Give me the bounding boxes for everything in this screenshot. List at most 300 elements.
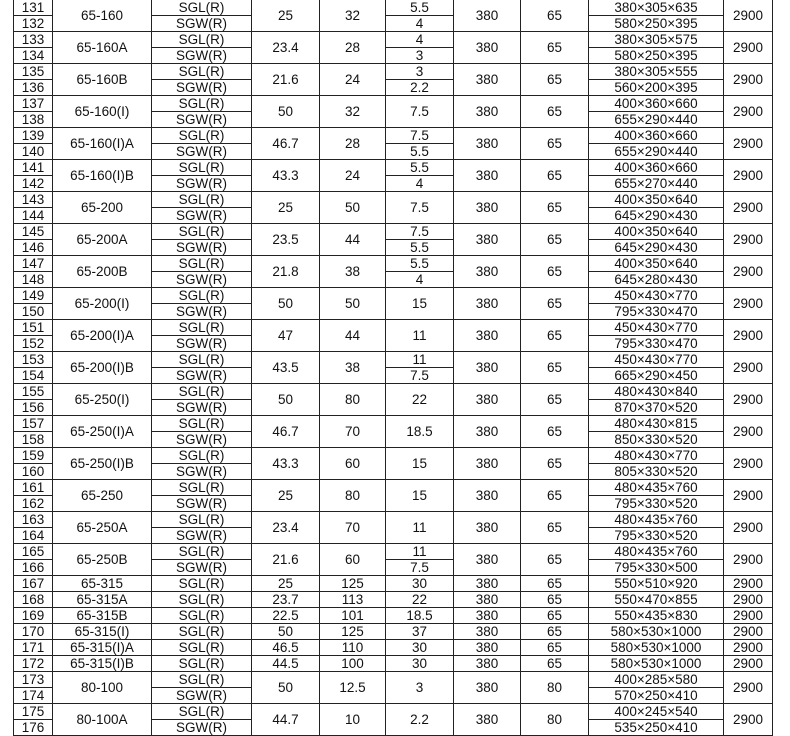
table-row [14, 672, 773, 688]
model-cell: 80-100A [53, 704, 152, 736]
speed-cell: 2900 [724, 576, 773, 592]
pump-type-cell: SGW(R) [152, 336, 252, 352]
voltage-cell: 380 [454, 128, 521, 160]
flow-cell: 23.7 [252, 592, 320, 608]
pump-type-cell: SGW(R) [152, 240, 252, 256]
pump-type-cell: SGW(R) [152, 272, 252, 288]
model-cell: 65-250 [53, 480, 152, 512]
dimensions-cell: 380×305×555 [589, 64, 724, 80]
voltage-cell: 380 [454, 448, 521, 480]
row-number: 141 [14, 160, 53, 176]
model-cell: 65-200(I)A [53, 320, 152, 352]
row-number: 162 [14, 496, 53, 512]
row-number: 149 [14, 288, 53, 304]
diameter-cell: 65 [521, 32, 589, 64]
pump-type-cell: SGL(R) [152, 288, 252, 304]
pump-type-cell: SGW(R) [152, 528, 252, 544]
speed-cell: 2900 [724, 64, 773, 96]
head-cell: 38 [320, 256, 386, 288]
pump-type-cell: SGL(R) [152, 96, 252, 112]
table-row [14, 448, 773, 464]
flow-cell: 50 [252, 384, 320, 416]
voltage-cell: 380 [454, 320, 521, 352]
voltage-cell: 380 [454, 544, 521, 576]
row-number: 171 [14, 640, 53, 656]
diameter-cell: 65 [521, 0, 589, 32]
flow-cell: 21.6 [252, 544, 320, 576]
voltage-cell: 380 [454, 512, 521, 544]
dimensions-cell: 805×330×520 [589, 464, 724, 480]
dimensions-cell: 450×430×770 [589, 352, 724, 368]
power-cell: 4 [386, 16, 454, 32]
table-row [14, 512, 773, 528]
row-number: 153 [14, 352, 53, 368]
row-number: 170 [14, 624, 53, 640]
model-cell: 65-250B [53, 544, 152, 576]
pump-type-cell: SGL(R) [152, 448, 252, 464]
diameter-cell: 65 [521, 288, 589, 320]
power-cell: 11 [386, 352, 454, 368]
flow-cell: 25 [252, 0, 320, 32]
power-cell: 30 [386, 656, 454, 672]
row-number: 163 [14, 512, 53, 528]
flow-cell: 21.6 [252, 64, 320, 96]
table-row [14, 384, 773, 400]
table-row [14, 128, 773, 144]
head-cell: 110 [320, 640, 386, 656]
head-cell: 60 [320, 544, 386, 576]
power-cell: 7.5 [386, 368, 454, 384]
speed-cell: 2900 [724, 352, 773, 384]
pump-type-cell: SGL(R) [152, 64, 252, 80]
model-cell: 65-160(I) [53, 96, 152, 128]
table-row [14, 704, 773, 720]
dimensions-cell: 450×430×770 [589, 288, 724, 304]
table-row [14, 480, 773, 496]
voltage-cell: 380 [454, 416, 521, 448]
head-cell: 12.5 [320, 672, 386, 704]
flow-cell: 44.7 [252, 704, 320, 736]
dimensions-cell: 645×290×430 [589, 240, 724, 256]
row-number: 139 [14, 128, 53, 144]
row-number: 166 [14, 560, 53, 576]
head-cell: 24 [320, 64, 386, 96]
flow-cell: 23.4 [252, 32, 320, 64]
dimensions-cell: 645×280×430 [589, 272, 724, 288]
row-number: 169 [14, 608, 53, 624]
pump-type-cell: SGL(R) [152, 192, 252, 208]
voltage-cell: 380 [454, 480, 521, 512]
table-row [14, 640, 773, 656]
power-cell: 37 [386, 624, 454, 640]
speed-cell: 2900 [724, 224, 773, 256]
head-cell: 70 [320, 416, 386, 448]
model-cell: 65-315(I)B [53, 656, 152, 672]
speed-cell: 2900 [724, 32, 773, 64]
table-row [14, 64, 773, 80]
speed-cell: 2900 [724, 192, 773, 224]
dimensions-cell: 450×430×770 [589, 320, 724, 336]
speed-cell: 2900 [724, 624, 773, 640]
flow-cell: 43.5 [252, 352, 320, 384]
table-row [14, 96, 773, 112]
speed-cell: 2900 [724, 448, 773, 480]
row-number: 161 [14, 480, 53, 496]
row-number: 160 [14, 464, 53, 480]
model-cell: 65-160 [53, 0, 152, 32]
pump-type-cell: SGL(R) [152, 608, 252, 624]
dimensions-cell: 400×360×660 [589, 128, 724, 144]
pump-type-cell: SGW(R) [152, 496, 252, 512]
model-cell: 65-250A [53, 512, 152, 544]
power-cell: 5.5 [386, 240, 454, 256]
row-number: 155 [14, 384, 53, 400]
power-cell: 7.5 [386, 192, 454, 224]
row-number: 152 [14, 336, 53, 352]
power-cell: 11 [386, 512, 454, 544]
pump-type-cell: SGW(R) [152, 304, 252, 320]
speed-cell: 2900 [724, 544, 773, 576]
speed-cell: 2900 [724, 0, 773, 32]
row-number: 146 [14, 240, 53, 256]
pump-type-cell: SGL(R) [152, 32, 252, 48]
dimensions-cell: 400×285×580 [589, 672, 724, 688]
diameter-cell: 65 [521, 480, 589, 512]
dimensions-cell: 795×330×500 [589, 560, 724, 576]
power-cell: 3 [386, 672, 454, 704]
voltage-cell: 380 [454, 0, 521, 32]
table-row [14, 576, 773, 592]
flow-cell: 21.8 [252, 256, 320, 288]
pump-type-cell: SGL(R) [152, 352, 252, 368]
dimensions-cell: 580×250×395 [589, 16, 724, 32]
flow-cell: 43.3 [252, 160, 320, 192]
dimensions-cell: 580×530×1000 [589, 624, 724, 640]
dimensions-cell: 480×435×760 [589, 512, 724, 528]
speed-cell: 2900 [724, 480, 773, 512]
model-cell: 65-315 [53, 576, 152, 592]
row-number: 157 [14, 416, 53, 432]
flow-cell: 25 [252, 576, 320, 592]
power-cell: 4 [386, 272, 454, 288]
diameter-cell: 65 [521, 192, 589, 224]
flow-cell: 43.3 [252, 448, 320, 480]
head-cell: 125 [320, 624, 386, 640]
model-cell: 65-315(I)A [53, 640, 152, 656]
table-row [14, 592, 773, 608]
table-row [14, 608, 773, 624]
pump-type-cell: SGL(R) [152, 160, 252, 176]
pump-type-cell: SGW(R) [152, 112, 252, 128]
speed-cell: 2900 [724, 512, 773, 544]
row-number: 140 [14, 144, 53, 160]
table-row [14, 288, 773, 304]
pump-type-cell: SGW(R) [152, 176, 252, 192]
row-number: 165 [14, 544, 53, 560]
power-cell: 7.5 [386, 128, 454, 144]
power-cell: 15 [386, 480, 454, 512]
model-cell: 65-160(I)B [53, 160, 152, 192]
head-cell: 100 [320, 656, 386, 672]
dimensions-cell: 480×430×840 [589, 384, 724, 400]
pump-type-cell: SGL(R) [152, 656, 252, 672]
flow-cell: 50 [252, 288, 320, 320]
head-cell: 125 [320, 576, 386, 592]
power-cell: 11 [386, 320, 454, 352]
dimensions-cell: 400×245×540 [589, 704, 724, 720]
diameter-cell: 65 [521, 448, 589, 480]
row-number: 176 [14, 720, 53, 736]
dimensions-cell: 655×290×440 [589, 144, 724, 160]
power-cell: 18.5 [386, 416, 454, 448]
pump-type-cell: SGW(R) [152, 80, 252, 96]
model-cell: 65-160(I)A [53, 128, 152, 160]
diameter-cell: 65 [521, 320, 589, 352]
voltage-cell: 380 [454, 352, 521, 384]
row-number: 174 [14, 688, 53, 704]
pump-type-cell: SGL(R) [152, 416, 252, 432]
row-number: 167 [14, 576, 53, 592]
row-number: 131 [14, 0, 53, 16]
diameter-cell: 65 [521, 656, 589, 672]
diameter-cell: 65 [521, 64, 589, 96]
model-cell: 65-315B [53, 608, 152, 624]
power-cell: 11 [386, 544, 454, 560]
diameter-cell: 80 [521, 672, 589, 704]
dimensions-cell: 795×330×470 [589, 304, 724, 320]
dimensions-cell: 580×530×1000 [589, 640, 724, 656]
head-cell: 28 [320, 32, 386, 64]
flow-cell: 23.5 [252, 224, 320, 256]
speed-cell: 2900 [724, 416, 773, 448]
table-row [14, 352, 773, 368]
table-row [14, 192, 773, 208]
head-cell: 24 [320, 160, 386, 192]
flow-cell: 22.5 [252, 608, 320, 624]
speed-cell: 2900 [724, 608, 773, 624]
voltage-cell: 380 [454, 192, 521, 224]
power-cell: 18.5 [386, 608, 454, 624]
table-row [14, 160, 773, 176]
dimensions-cell: 550×435×830 [589, 608, 724, 624]
voltage-cell: 380 [454, 160, 521, 192]
dimensions-cell: 535×250×410 [589, 720, 724, 736]
model-cell: 80-100 [53, 672, 152, 704]
flow-cell: 25 [252, 192, 320, 224]
voltage-cell: 380 [454, 704, 521, 736]
dimensions-cell: 645×290×430 [589, 208, 724, 224]
pump-spec-table [13, 0, 773, 736]
row-number: 172 [14, 656, 53, 672]
power-cell: 2.2 [386, 704, 454, 736]
head-cell: 10 [320, 704, 386, 736]
diameter-cell: 65 [521, 128, 589, 160]
head-cell: 44 [320, 224, 386, 256]
flow-cell: 46.7 [252, 128, 320, 160]
table-row [14, 656, 773, 672]
table-row [14, 224, 773, 240]
row-number: 134 [14, 48, 53, 64]
row-number: 164 [14, 528, 53, 544]
dimensions-cell: 655×290×440 [589, 112, 724, 128]
row-number: 144 [14, 208, 53, 224]
pump-type-cell: SGW(R) [152, 48, 252, 64]
head-cell: 101 [320, 608, 386, 624]
head-cell: 32 [320, 0, 386, 32]
diameter-cell: 65 [521, 608, 589, 624]
pump-type-cell: SGL(R) [152, 224, 252, 240]
row-number: 137 [14, 96, 53, 112]
speed-cell: 2900 [724, 656, 773, 672]
model-cell: 65-200(I) [53, 288, 152, 320]
speed-cell: 2900 [724, 128, 773, 160]
power-cell: 15 [386, 288, 454, 320]
row-number: 150 [14, 304, 53, 320]
pump-type-cell: SGW(R) [152, 400, 252, 416]
diameter-cell: 65 [521, 224, 589, 256]
pump-type-cell: SGL(R) [152, 480, 252, 496]
head-cell: 38 [320, 352, 386, 384]
row-number: 168 [14, 592, 53, 608]
model-cell: 65-200B [53, 256, 152, 288]
dimensions-cell: 550×510×920 [589, 576, 724, 592]
flow-cell: 25 [252, 480, 320, 512]
model-cell: 65-250(I) [53, 384, 152, 416]
dimensions-cell: 480×435×760 [589, 544, 724, 560]
flow-cell: 44.5 [252, 656, 320, 672]
power-cell: 7.5 [386, 96, 454, 128]
power-cell: 30 [386, 640, 454, 656]
pump-type-cell: SGL(R) [152, 512, 252, 528]
model-cell: 65-160B [53, 64, 152, 96]
dimensions-cell: 580×250×395 [589, 48, 724, 64]
pump-type-cell: SGW(R) [152, 16, 252, 32]
row-number: 156 [14, 400, 53, 416]
row-number: 136 [14, 80, 53, 96]
speed-cell: 2900 [724, 320, 773, 352]
dimensions-cell: 400×360×660 [589, 160, 724, 176]
flow-cell: 50 [252, 672, 320, 704]
model-cell: 65-160A [53, 32, 152, 64]
dimensions-cell: 400×360×660 [589, 96, 724, 112]
diameter-cell: 65 [521, 624, 589, 640]
head-cell: 50 [320, 288, 386, 320]
pump-type-cell: SGW(R) [152, 208, 252, 224]
diameter-cell: 65 [521, 544, 589, 576]
head-cell: 80 [320, 480, 386, 512]
voltage-cell: 380 [454, 624, 521, 640]
row-number: 173 [14, 672, 53, 688]
row-number: 138 [14, 112, 53, 128]
row-number: 135 [14, 64, 53, 80]
pump-type-cell: SGL(R) [152, 640, 252, 656]
flow-cell: 46.7 [252, 416, 320, 448]
table-row [14, 624, 773, 640]
power-cell: 2.2 [386, 80, 454, 96]
row-number: 142 [14, 176, 53, 192]
power-cell: 7.5 [386, 224, 454, 240]
dimensions-cell: 580×530×1000 [589, 656, 724, 672]
voltage-cell: 380 [454, 96, 521, 128]
diameter-cell: 65 [521, 640, 589, 656]
diameter-cell: 65 [521, 416, 589, 448]
diameter-cell: 65 [521, 352, 589, 384]
table-row [14, 0, 773, 16]
pump-type-cell: SGL(R) [152, 544, 252, 560]
voltage-cell: 380 [454, 608, 521, 624]
voltage-cell: 380 [454, 672, 521, 704]
diameter-cell: 65 [521, 512, 589, 544]
power-cell: 5.5 [386, 0, 454, 16]
row-number: 147 [14, 256, 53, 272]
table-row [14, 256, 773, 272]
dimensions-cell: 400×350×640 [589, 224, 724, 240]
model-cell: 65-200A [53, 224, 152, 256]
row-number: 143 [14, 192, 53, 208]
power-cell: 3 [386, 64, 454, 80]
row-number: 145 [14, 224, 53, 240]
table-row [14, 320, 773, 336]
dimensions-cell: 795×330×470 [589, 336, 724, 352]
pump-type-cell: SGL(R) [152, 592, 252, 608]
model-cell: 65-315(I) [53, 624, 152, 640]
speed-cell: 2900 [724, 96, 773, 128]
diameter-cell: 65 [521, 592, 589, 608]
model-cell: 65-250(I)B [53, 448, 152, 480]
pump-type-cell: SGL(R) [152, 128, 252, 144]
speed-cell: 2900 [724, 384, 773, 416]
row-number: 132 [14, 16, 53, 32]
dimensions-cell: 870×370×520 [589, 400, 724, 416]
table-row [14, 544, 773, 560]
flow-cell: 50 [252, 624, 320, 640]
row-number: 148 [14, 272, 53, 288]
pump-type-cell: SGL(R) [152, 0, 252, 16]
table-row [14, 416, 773, 432]
voltage-cell: 380 [454, 32, 521, 64]
power-cell: 4 [386, 176, 454, 192]
dimensions-cell: 480×430×770 [589, 448, 724, 464]
speed-cell: 2900 [724, 592, 773, 608]
pump-type-cell: SGW(R) [152, 720, 252, 736]
voltage-cell: 380 [454, 592, 521, 608]
pump-type-cell: SGW(R) [152, 560, 252, 576]
pump-type-cell: SGL(R) [152, 384, 252, 400]
power-cell: 5.5 [386, 256, 454, 272]
head-cell: 80 [320, 384, 386, 416]
speed-cell: 2900 [724, 640, 773, 656]
power-cell: 4 [386, 32, 454, 48]
voltage-cell: 380 [454, 256, 521, 288]
head-cell: 50 [320, 192, 386, 224]
pump-type-cell: SGL(R) [152, 624, 252, 640]
speed-cell: 2900 [724, 672, 773, 704]
power-cell: 3 [386, 48, 454, 64]
dimensions-cell: 655×270×440 [589, 176, 724, 192]
row-number: 159 [14, 448, 53, 464]
voltage-cell: 380 [454, 656, 521, 672]
row-number: 133 [14, 32, 53, 48]
power-cell: 5.5 [386, 160, 454, 176]
dimensions-cell: 850×330×520 [589, 432, 724, 448]
power-cell: 22 [386, 592, 454, 608]
pump-type-cell: SGL(R) [152, 672, 252, 688]
head-cell: 70 [320, 512, 386, 544]
speed-cell: 2900 [724, 704, 773, 736]
dimensions-cell: 400×350×640 [589, 192, 724, 208]
pump-type-cell: SGL(R) [152, 320, 252, 336]
model-cell: 65-250(I)A [53, 416, 152, 448]
